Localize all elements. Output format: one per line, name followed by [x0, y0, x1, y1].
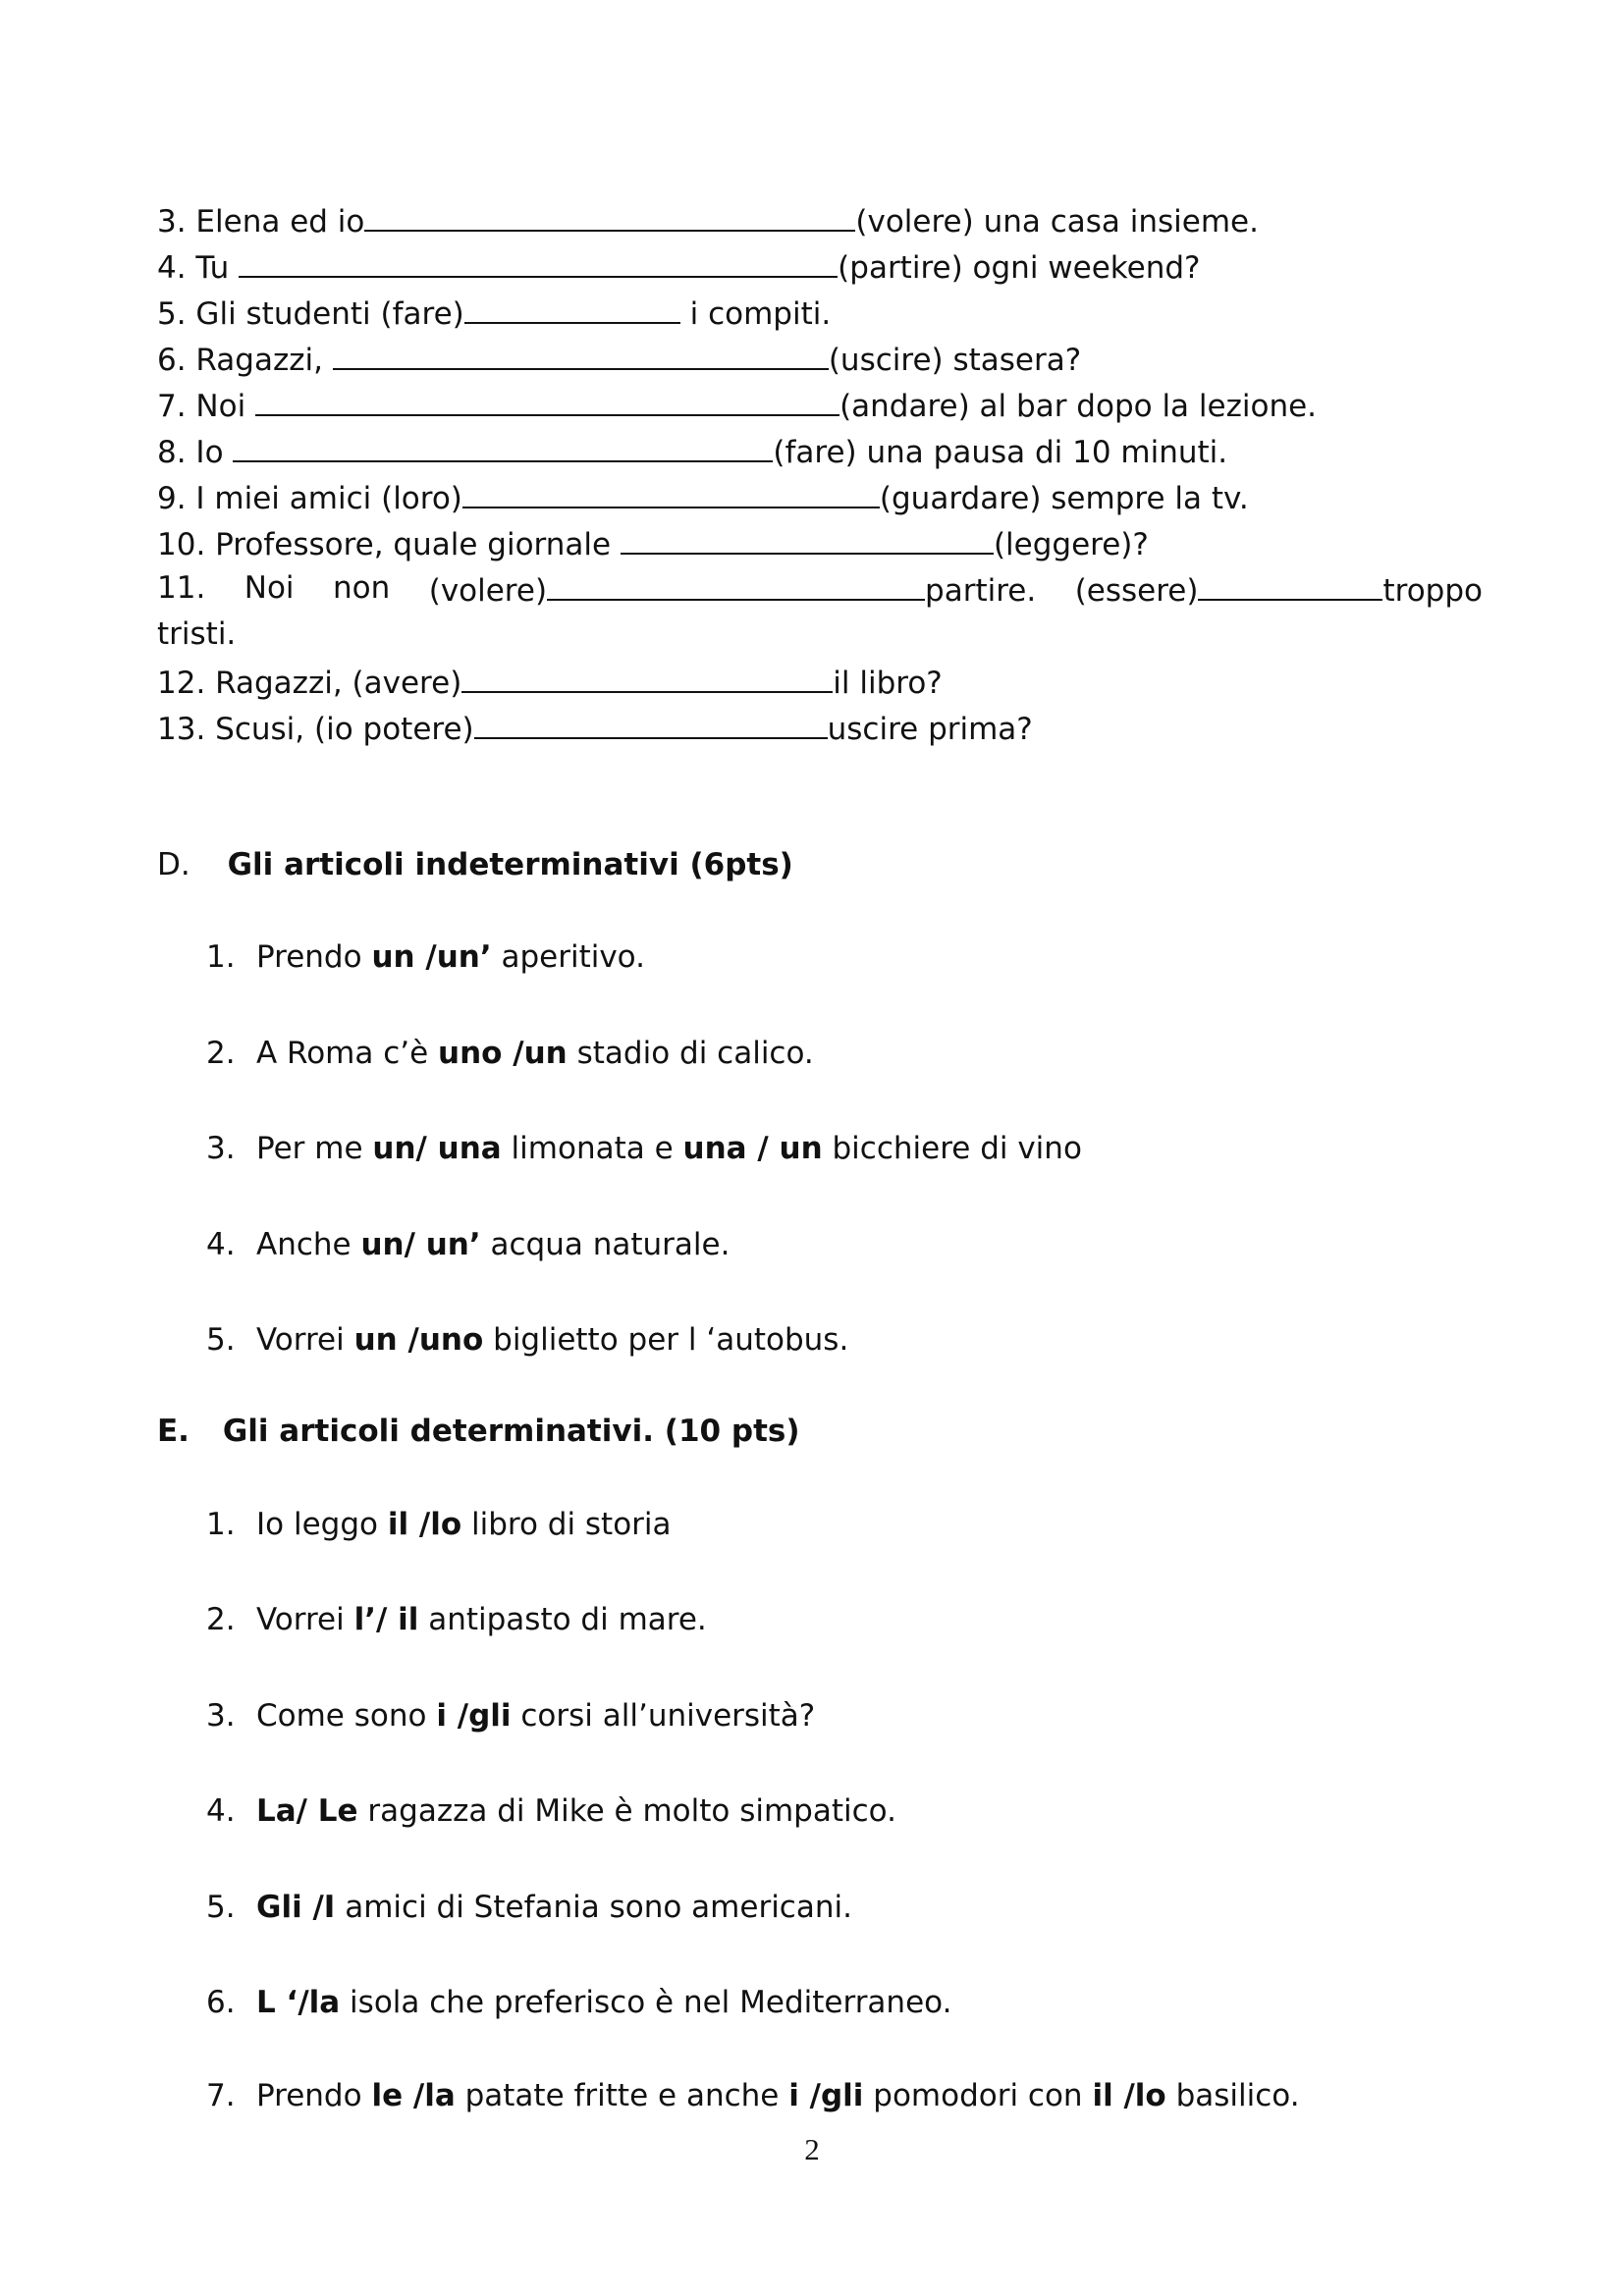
article-choice[interactable]: i /gli	[788, 2078, 864, 2113]
answer-blank[interactable]	[621, 527, 994, 555]
list-item: 1. Prendo un /un’ aperitivo.	[206, 939, 645, 975]
list-item: 3. Per me un/ una limonata e una / un bicchiere di vino	[206, 1131, 1082, 1166]
article-choice[interactable]: un/ un’	[360, 1227, 481, 1262]
page-number: 2	[804, 2132, 820, 2166]
answer-blank[interactable]	[464, 296, 680, 324]
article-choice[interactable]: le /la	[371, 2078, 456, 2113]
answer-blank[interactable]	[233, 435, 773, 462]
answer-blank[interactable]	[364, 204, 855, 232]
list-item: 4. Anche un/ un’ acqua naturale.	[206, 1227, 731, 1262]
exercise-line-13: 13. Scusi, (io potere) uscire prima?	[157, 712, 1033, 747]
list-item: 2. Vorrei l’/ il antipasto di mare.	[206, 1602, 707, 1637]
article-choice[interactable]: una / un	[682, 1131, 823, 1166]
list-item: 3. Come sono i /gli corsi all’università?	[206, 1698, 816, 1734]
exercise-line-12: 12. Ragazzi, (avere) il libro?	[157, 666, 943, 701]
exercise-line-7: 7. Noi (andare) al bar dopo la lezione.	[157, 389, 1318, 424]
list-item: 7. Prendo le /la patate fritte e anche i /gli pomodori con il /lo basilico.	[206, 2078, 1300, 2113]
exercise-line-3: 3. Elena ed io (volere) una casa insieme.	[157, 204, 1259, 240]
list-item: 5. Vorrei un /uno biglietto per l ‘autobus.	[206, 1322, 849, 1358]
exercise-line-4: 4. Tu (partire) ogni weekend?	[157, 250, 1201, 286]
answer-blank[interactable]	[1198, 573, 1382, 601]
answer-blank[interactable]	[547, 573, 925, 601]
answer-blank[interactable]	[462, 481, 880, 508]
answer-blank[interactable]	[474, 712, 828, 739]
article-choice[interactable]: uno /un	[438, 1036, 568, 1071]
article-choice[interactable]: i /gli	[436, 1698, 512, 1734]
answer-blank[interactable]	[239, 250, 838, 278]
article-choice[interactable]: L ‘/la	[256, 1985, 341, 2020]
article-choice[interactable]: l’/ il	[353, 1602, 419, 1637]
answer-blank[interactable]	[255, 389, 839, 416]
list-item: 5. Gli /I amici di Stefania sono americani.	[206, 1890, 852, 1925]
answer-blank[interactable]	[333, 343, 829, 370]
list-item: 4. La/ Le ragazza di Mike è molto simpatico.	[206, 1793, 896, 1829]
list-item: 1. Io leggo il /lo libro di storia	[206, 1507, 672, 1542]
answer-blank[interactable]	[461, 666, 833, 693]
article-choice[interactable]: un /uno	[353, 1322, 484, 1358]
list-item: 2. A Roma c’è uno /un stadio di calico.	[206, 1036, 814, 1071]
article-choice[interactable]: il /lo	[387, 1507, 462, 1542]
article-choice[interactable]: un /un’	[371, 939, 492, 975]
article-choice[interactable]: La/ Le	[256, 1793, 358, 1829]
exercise-line-11-cont: tristi.	[157, 616, 237, 652]
article-choice[interactable]: un/ una	[372, 1131, 502, 1166]
exercise-line-9: 9. I miei amici (loro) (guardare) sempre la tv.	[157, 481, 1249, 516]
exercise-line-10: 10. Professore, quale giornale (leggere)?	[157, 527, 1149, 562]
exercise-line-8: 8. Io (fare) una pausa di 10 minuti.	[157, 435, 1228, 470]
article-choice[interactable]: Gli /I	[256, 1890, 336, 1925]
section-e-heading: E. Gli articoli determinativi. (10 pts)	[157, 1414, 800, 1449]
article-choice[interactable]: il /lo	[1092, 2078, 1166, 2113]
section-d-heading: D. Gli articoli indeterminativi (6pts)	[157, 847, 793, 882]
exercise-line-6: 6. Ragazzi, (uscire) stasera?	[157, 343, 1082, 378]
exercise-line-5: 5. Gli studenti (fare) i compiti.	[157, 296, 832, 332]
list-item: 6. L ‘/la isola che preferisco è nel Mediterraneo.	[206, 1985, 952, 2020]
exercise-line-11: 11. Noi non (volere) partire. (essere) troppo	[157, 570, 1483, 609]
